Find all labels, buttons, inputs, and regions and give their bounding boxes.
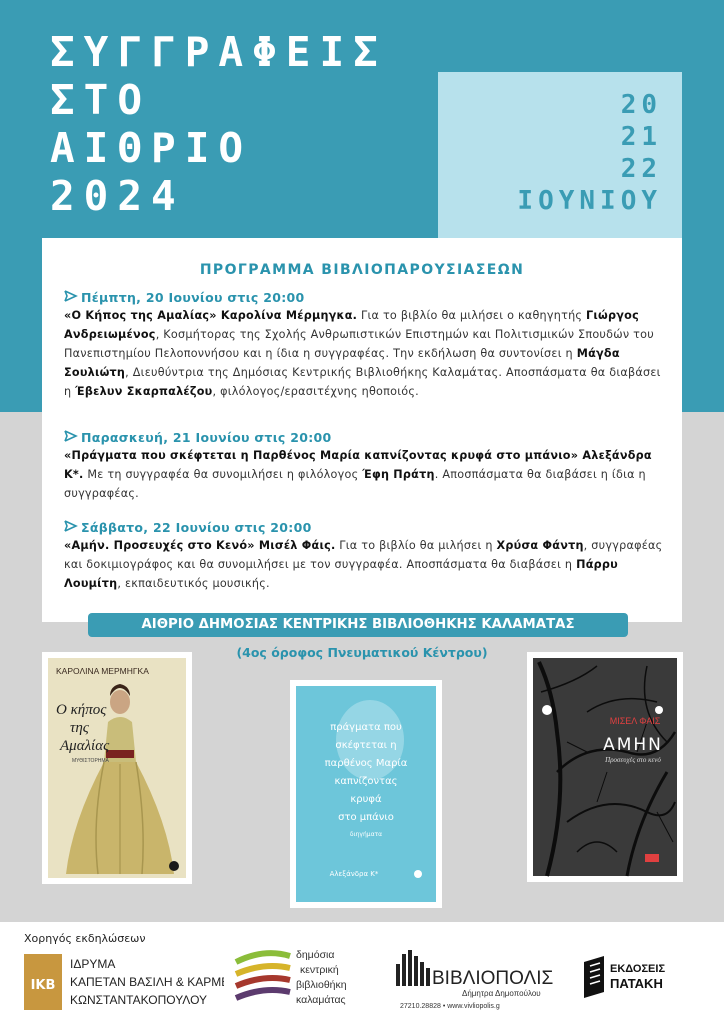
book-title: ΑΜΗΝ [603, 735, 663, 755]
svg-text:καλαμάτας: καλαμάτας [296, 994, 346, 1006]
event-item [64, 430, 664, 503]
book-title-line: παρθένος Μαρία [324, 758, 408, 769]
date-day: 21 [620, 122, 662, 152]
book-subtitle: διηγήματα [349, 831, 383, 838]
svg-text:27210.28828 • www.vivliopoli: 27210.28828 • www.vivliopolis.g [400, 1003, 500, 1010]
svg-text:ΕΚΔΟΣΕΙΣ: ΕΚΔΟΣΕΙΣ [610, 963, 666, 975]
arrow-icon [64, 290, 78, 302]
body-text: Με τη συγγραφέα θα συνομιλήσει η φιλόλογος [83, 468, 363, 481]
publisher-logo [582, 952, 692, 1002]
program-title: ΠΡΟΓΡΑΜΜΑ ΒΙΒΛΙΟΠΑΡΟΥΣΙΑΣΕΩΝ [199, 262, 525, 278]
book-cover-amin [527, 652, 683, 882]
svg-text:βιβλιοθήκη: βιβλιοθήκη [296, 979, 347, 991]
book-author: ΜΙΣΕΛ ΦΑΙΣ [609, 716, 661, 726]
svg-text:ΙΔΡΥΜΑ: ΙΔΡΥΜΑ [70, 957, 116, 971]
svg-text:ΚΑΠΕΤΑΝ ΒΑΣΙΛΗ & ΚΑΡΜΕΝ: ΚΑΠΕΤΑΝ ΒΑΣΙΛΗ & ΚΑΡΜΕΝ [70, 975, 224, 989]
book-cover-art [527, 652, 683, 882]
svg-text:ΙΚΒ: ΙΚΒ [30, 978, 56, 993]
book-subtitle: Προσευχές στο κενό [605, 756, 661, 764]
library-logo-mark [234, 944, 364, 1014]
program-card [42, 238, 682, 622]
svg-text:δημόσια: δημόσια [296, 949, 335, 961]
event-item [64, 520, 664, 593]
body-text: , εκπαιδευτικός μουσικής. [117, 577, 270, 590]
bold-text: «Αμήν. Προσευχές στο Κενό» Μισέλ Φάις. [64, 539, 336, 552]
body-text: Για το βιβλίο θα μιλήσει η [335, 539, 497, 552]
sponsor-label: Χορηγός εκδηλώσεων [24, 932, 146, 945]
svg-text:ΠΑΤΑΚΗ: ΠΑΤΑΚΗ [610, 976, 663, 991]
bookstore-logo-mark [392, 946, 564, 1012]
book-title-line: στο μπάνιο [338, 812, 394, 823]
event-description [64, 446, 664, 503]
body-text: , συγγραφέας και δοκιμιογράφος και θα συνομιλήσει με τον συγγραφέα. Αποσπάσματα θα διαβάσει η [64, 539, 663, 571]
publisher-logo-mark [582, 952, 692, 1002]
body-text: . Αποσπάσματα θα διαβάσει η ίδια η συγγραφέας. [64, 468, 646, 500]
bold-text: Πάρρυ Λουμίτη [64, 558, 618, 590]
book-title-line: κρυφά [350, 794, 382, 805]
svg-text:ΒΙΒΛΙΟΠΟΛΙΣ: ΒΙΒΛΙΟΠΟΛΙΣ [432, 968, 554, 989]
event-date: Πέμπτη, 20 Ιουνίου στις 20:00 [81, 290, 305, 305]
book-title-line: Αμαλίας [60, 738, 110, 754]
body-text: Για το βιβλίο θα μιλήσει ο καθηγητής [357, 309, 587, 322]
bold-text: Γιώργος Ανδρειωμένος [64, 309, 639, 341]
publisher-logo-icon [645, 854, 659, 862]
book-cover-amalias [42, 652, 192, 884]
book-author: ΚΑΡΟΛΙΝΑ ΜΕΡΜΗΓΚΑ [56, 666, 149, 676]
event-item [64, 290, 664, 401]
svg-text:Δήμητρα Δημοπούλου: Δήμητρα Δημοπούλου [462, 989, 541, 998]
bold-text: Έβελυν Σκαρπαλέζου [75, 385, 213, 398]
svg-text:κεντρική: κεντρική [300, 964, 339, 976]
venue-floor: (4ος όροφος Πνευματικού Κέντρου) [236, 645, 488, 660]
event-description [64, 306, 664, 401]
foundation-logo [24, 952, 224, 1012]
book-title-line: Ο κήπος [56, 702, 107, 718]
bookstore-logo [392, 946, 564, 1012]
publisher-logo-icon [169, 861, 179, 871]
title-line: ΑΙΘΡΙΟ [50, 124, 253, 172]
event-date: Παρασκευή, 21 Ιουνίου στις 20:00 [81, 430, 332, 445]
book-subtitle: ΜΥΘΙΣΤΟΡΗΜΑ [72, 758, 109, 764]
bold-text: «Ο Κήπος της Αμαλίας» Καρολίνα Μέρμηγκα. [64, 309, 358, 322]
book-title-line: σκέφτεται η [335, 740, 397, 751]
event-description [64, 536, 664, 593]
svg-text:ΚΩΝΣΤΑΝΤΑΚΟΠΟΥΛΟΥ: ΚΩΝΣΤΑΝΤΑΚΟΠΟΥΛΟΥ [70, 993, 208, 1007]
date-month: ΙΟΥΝΙΟΥ [517, 186, 662, 216]
event-title [50, 28, 387, 220]
date-day: 22 [620, 154, 662, 184]
library-logo [234, 944, 364, 1014]
book-author: Αλεξάνδρα Κ* [329, 870, 379, 878]
date-day: 20 [620, 90, 662, 120]
arrow-icon [64, 520, 78, 532]
venue-banner: ΑΙΘΡΙΟ ΔΗΜΟΣΙΑΣ ΚΕΝΤΡΙΚΗΣ ΒΙΒΛΙΟΘΗΚΗΣ ΚΑΛΑΜΑΤΑΣ [88, 613, 628, 637]
book-cover-art [42, 652, 192, 884]
book-title-line: πράγματα που [330, 722, 402, 733]
bold-text: Χρύσα Φάντη [496, 539, 584, 552]
foundation-logo-mark [24, 952, 224, 1012]
title-line: ΣΤΟ [50, 76, 152, 124]
publisher-logo-icon [414, 870, 422, 878]
title-line: ΣΥΓΓΡΑΦΕΙΣ [50, 28, 387, 76]
body-text: , Κοσμήτορας της Σχολής Ανθρωπιστικών Επιστημών και Πολιτισμικών Σπουδών του Πανεπιστημίου Πελοποννήσου και η ίδια η συγγραφέας. Την εκδήλωση θα συντονίσει η [64, 328, 654, 360]
book-cover-art [290, 680, 442, 908]
book-title-line: της [70, 720, 89, 736]
bold-text: Μάγδα Σουλιώτη [64, 347, 620, 379]
bold-text: Έφη Πράτη [362, 468, 435, 481]
book-title-line: καπνίζοντας [334, 776, 398, 787]
event-date: Σάββατο, 22 Ιουνίου στις 20:00 [81, 520, 312, 535]
book-cover-parthenos [290, 680, 442, 908]
bold-text: «Πράγματα που σκέφτεται η Παρθένος Μαρία καπνίζοντας κρυφά στο μπάνιο» Αλεξάνδρα Κ*. [64, 449, 652, 481]
arrow-icon [64, 430, 78, 442]
dates-box [438, 72, 682, 238]
body-text: , Διευθύντρια της Δημόσιας Κεντρικής Βιβλιοθήκης Καλαμάτας. Αποσπάσματα θα διαβάσει η [64, 366, 661, 398]
body-text: , φιλόλογος/ερασιτέχνης ηθοποιός. [212, 385, 419, 398]
title-line: 2024 [50, 172, 185, 220]
